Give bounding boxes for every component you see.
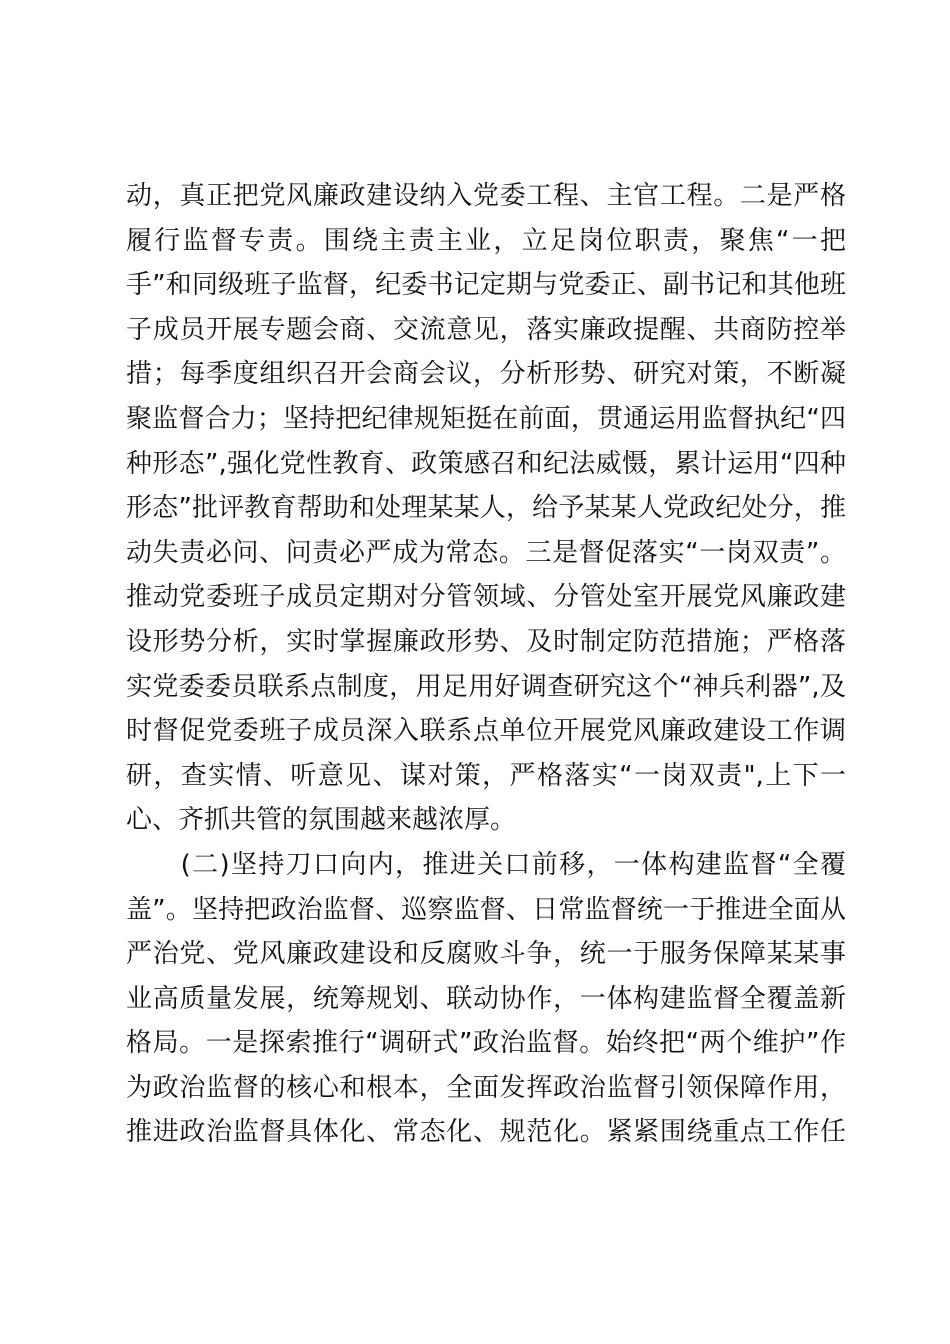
paragraph-2 xyxy=(126,843,846,1155)
text-line: 履行监督专责。围绕主责主业，立足岗位职责，聚焦“一把 xyxy=(126,225,846,256)
text-line: 推动党委班子成员定期对分管领域、分管处室开展党风廉政建 xyxy=(126,582,846,613)
text-line: 严治党、党风廉政建设和反腐败斗争，统一于服务保障某某事 xyxy=(126,939,846,970)
text-line: 子成员开展专题会商、交流意见，落实廉政提醒、共商防控举 xyxy=(126,314,846,345)
text-line: 动，真正把党风廉政建设纳入党委工程、主官工程。二是严格 xyxy=(126,181,846,211)
text-line: 研，查实情、听意见、谋对策，严格落实“一岗双责",上下一 xyxy=(126,760,846,791)
paragraph-1 xyxy=(126,174,846,843)
text-line: 格局。一是探索推行“调研式”政治监督。始终把“两个维护”作 xyxy=(126,1028,846,1059)
text-line: 种形态”,强化党性教育、政策感召和纪法威慑，累计运用“四种 xyxy=(126,448,846,479)
body-text xyxy=(126,174,846,1155)
text-line: 设形势分析，实时掌握廉政形势、及时制定防范措施；严格落 xyxy=(126,626,846,657)
text-line: 推进政治监督具体化、常态化、规范化。紧紧围绕重点工作任 xyxy=(126,1117,846,1148)
text-line: 形态”批评教育帮助和处理某某人，给予某某人党政纪处分，推 xyxy=(126,493,846,524)
text-line: 动失责必问、问责必严成为常态。三是督促落实“一岗双责”。 xyxy=(126,537,846,568)
text-line: 为政治监督的核心和根本，全面发挥政治监督引领保障作用， xyxy=(126,1072,846,1103)
text-line: 业高质量发展，统筹规划、联动协作，一体构建监督全覆盖新 xyxy=(126,983,846,1014)
text-line: 心、齐抓共管的氛围越来越浓厚。 xyxy=(126,805,517,836)
text-line: (二)坚持刀口向内，推进关口前移，一体构建监督“全覆 xyxy=(126,849,846,880)
text-line: 聚监督合力；坚持把纪律规矩挺在前面，贯通运用监督执纪“四 xyxy=(126,403,846,434)
text-line: 措；每季度组织召开会商会议，分析形势、研究对策，不断凝 xyxy=(126,359,846,390)
text-line: 手”和同级班子监督，纪委书记定期与党委正、副书记和其他班 xyxy=(126,270,846,301)
text-line: 盖”。坚持把政治监督、巡察监督、日常监督统一于推进全面从 xyxy=(126,894,846,925)
text-line: 时督促党委班子成员深入联系点单位开展党风廉政建设工作调 xyxy=(126,716,846,747)
text-line: 实党委委员联系点制度，用足用好调查研究这个“神兵利器”,及 xyxy=(126,671,846,702)
